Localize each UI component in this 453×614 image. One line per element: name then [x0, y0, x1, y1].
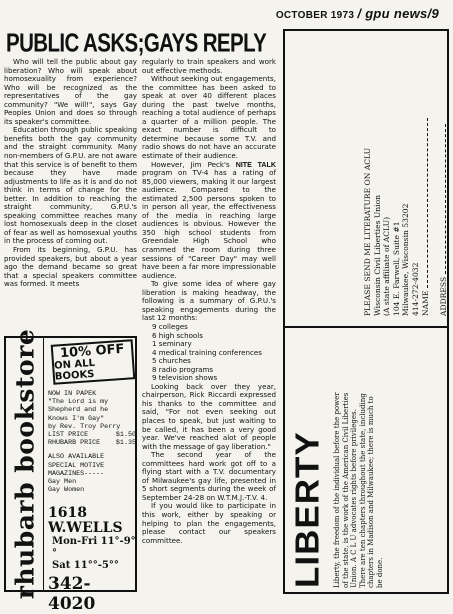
- aclu-liberty-ad: [283, 29, 449, 594]
- ad-details: NOW IN PAPEK "The Lord is my Shepherd and he Knows I'm Gay" by Rev. Troy Perry LIST PRICE $1.50 RHUBARB PRICE $1.35 ALSO AVAILABLE SPECIAL MOTIVE MAGAZINES----- Gay Men Gay Women: [48, 390, 136, 495]
- list-item: 8 radio programs: [152, 364, 214, 374]
- article-paragraph: Without seeking out engagements, the committee has been asked to speak at over 40 different places during the past twelve months, reaching a total audience of perhaps a quarter of a million people. The exact number is difficult to determine because some T.V. and radio shows do not have an accurate estimate of their audience.: [142, 74, 276, 161]
- list-item: 4 medical training conferences: [152, 347, 262, 357]
- rhubarb-price-line: RHUBARB PRICE $1.35: [48, 439, 136, 448]
- article-headline: PUBLIC ASKS;GAYS REPLY: [6, 28, 267, 58]
- article-paragraph: Looking back over they year, chairperson, Rick Riccardi expressed his thanks to the committee and said, "For not even seeking out places to speak, but just waiting to be called, it has been a very good year. We've reached alot of people with the message of gay liberation.": [142, 381, 276, 451]
- name-field: NAME: [421, 66, 431, 316]
- article-paragraph: Education through public speaking benefits both the gay community and the straight community. Many non-members of G.P.U. are not aware that this service is of benefit to them because they have made adjustments to life as it is and do not think in terms of change for the better. In addition to reaching the straight community, G.P.U.'s speaking committee reaches many lost homosexuals deep in the closet of fear as well as homosexual youths in the process of coming out.: [4, 125, 138, 246]
- article-paragraph: If you would like to participate in this work, either by speaking or helping to plan the engagements, please contact our speakers committee.: [142, 501, 276, 545]
- liberty-description: Liberty, the freedom of the individual before the power of the state, is the work of the American Civil Liberties Union. A C L U advocates rights before privileges. There are ten chapters throughout the state, including chapters in Madison and Milwaukee; there is much to be done.: [333, 392, 384, 588]
- page-number: 9: [431, 6, 439, 21]
- article-paragraph: Who will tell the public about gay liberation? Who will speak about homosexuality from experience? Who will be recognized as the representatives of the gay community? "We will!", says Gay Peoples Union and does so through its speaker's committee.: [4, 57, 137, 126]
- store-address: 1618 W.WELLS: [48, 505, 123, 536]
- divider: [285, 326, 447, 328]
- article-column-1: [4, 58, 137, 336]
- list-item: 9 colleges: [152, 321, 188, 331]
- store-hours-saturday: Sat 11°°-5°°: [52, 560, 119, 571]
- article-column-2: [142, 58, 276, 596]
- list-item: 9 television shows: [152, 373, 218, 383]
- list-price-line: LIST PRICE $1.50: [48, 431, 136, 440]
- literature-request-form: PLEASE SEND ME LITERATURE ON ACLU Wisconsin Civil Liberties Union (A state affiliate of ACLU) 104 E. Farwell, Suite #1 Milwaukee, Wisconsin 53202 414-272-4032 NAME ADDRESS: [363, 66, 449, 316]
- nite-talk-program: NITE TALK: [235, 160, 276, 169]
- list-item: 1 seminary: [152, 339, 192, 349]
- ad-store-name: rhubarb bookstore: [6, 338, 44, 590]
- store-phone: 342-4020: [48, 574, 96, 614]
- article-paragraph: To give some idea of where gay liberation is making headway, the following is a summary of G.P.U.'s speaking engagements during the last 12 months:: [142, 279, 276, 323]
- list-item: 5 churches: [152, 356, 191, 366]
- liberty-title: LIBERTY: [289, 431, 327, 588]
- page-header: OCTOBER 1973 / gpu news/9: [275, 6, 439, 21]
- article-paragraph: regularly to train speakers and work out effective methods.: [142, 57, 276, 75]
- article-paragraph: The second year of the committees hard work got off to a flying start with a T.V. documentary of Milwaukee's gay life, presented in 5 short segments during the week of September 24-28 on W.T.M.J.-T.V. 4.: [142, 450, 276, 502]
- discount-stamp: 10% OFF ON ALL BOOKS: [51, 339, 136, 385]
- rhubarb-bookstore-ad: [4, 328, 137, 614]
- publication-name: gpu news: [365, 6, 428, 21]
- list-item: 6 high schools: [152, 330, 203, 340]
- article-paragraph: From its beginning, G.P.U. has provided speakers, but about a year ago the demand became so great that a special speakers committee was formed. It meets: [4, 245, 137, 289]
- ad-contact: [48, 506, 136, 614]
- address-field: ADDRESS: [439, 66, 449, 316]
- issue-date: OCTOBER 1973: [275, 10, 355, 21]
- engagements-list: [142, 323, 276, 383]
- store-hours-weekday: Mon-Fri 11°-9°°: [52, 536, 136, 559]
- article-paragraph: However, Jim Peck's NITE TALK program on TV-4 has a rating of 85,000 viewers, making it our largest audience. Compared to the estimated 2,500 persons spoken to in person all year, the effectiveness of the media in reaching large audiences is obvious. However the 350 high school students from Greendale High School who crammed the room during three sessions of "Career Day" may well have been a far more impressionable audience.: [142, 159, 276, 280]
